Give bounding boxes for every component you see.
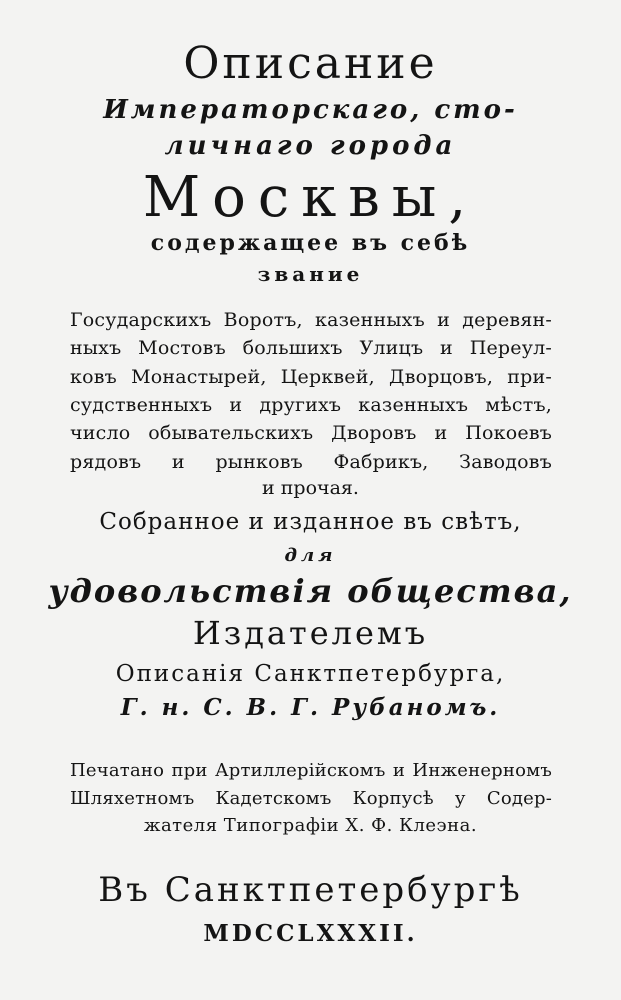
year-line: MDCCLXXXII. bbox=[203, 920, 418, 947]
for-line: для bbox=[284, 545, 337, 566]
body-line-5: число обывательскихъ Дворовъ и Покоевъ bbox=[70, 422, 552, 444]
subtitle-line-2: личнаго города bbox=[164, 131, 457, 161]
collected-line: Собранное и изданное въ свѣтъ, bbox=[99, 509, 522, 535]
book-title: Описание bbox=[183, 38, 438, 89]
subtitle-line-1: Императорскаго, сто- bbox=[103, 95, 518, 125]
zvanie-line: звание bbox=[257, 262, 364, 286]
printed-line-1: Печатано при Артиллерійскомъ и Инженерномъ bbox=[70, 760, 552, 781]
body-line-6: рядовъ и рынковъ Фабрикъ, Заводовъ bbox=[70, 451, 552, 473]
body-end: и прочая. bbox=[262, 477, 359, 499]
place-line: Въ Санктпетербургѣ bbox=[98, 870, 523, 910]
body-line-3: ковъ Монастырей, Церквей, Дворцовъ, при- bbox=[70, 366, 552, 388]
containing-line: содержащее въ себѣ bbox=[150, 230, 471, 256]
author-line: Г. н. С. В. Г. Рубаномъ. bbox=[120, 694, 501, 721]
printed-end: жателя Типографіи Х. Ф. Клеэна. bbox=[143, 815, 478, 836]
printed-line-2: Шляхетномъ Кадетскомъ Корпусѣ у Содер- bbox=[70, 788, 552, 809]
publisher-line: Издателемъ bbox=[192, 614, 429, 652]
city-name: Москвы, bbox=[142, 165, 479, 230]
pleasure-line: удовольствія общества, bbox=[48, 572, 573, 610]
body-line-2: ныхъ Мостовъ большихъ Улицъ и Переул- bbox=[70, 337, 552, 359]
description-of-line: Описанія Санктпетербурга, bbox=[115, 661, 506, 687]
body-line-1: Государскихъ Воротъ, казенныхъ и деревян- bbox=[70, 309, 552, 331]
body-line-4: судственныхъ и другихъ казенныхъ мѣстъ, bbox=[70, 394, 552, 416]
